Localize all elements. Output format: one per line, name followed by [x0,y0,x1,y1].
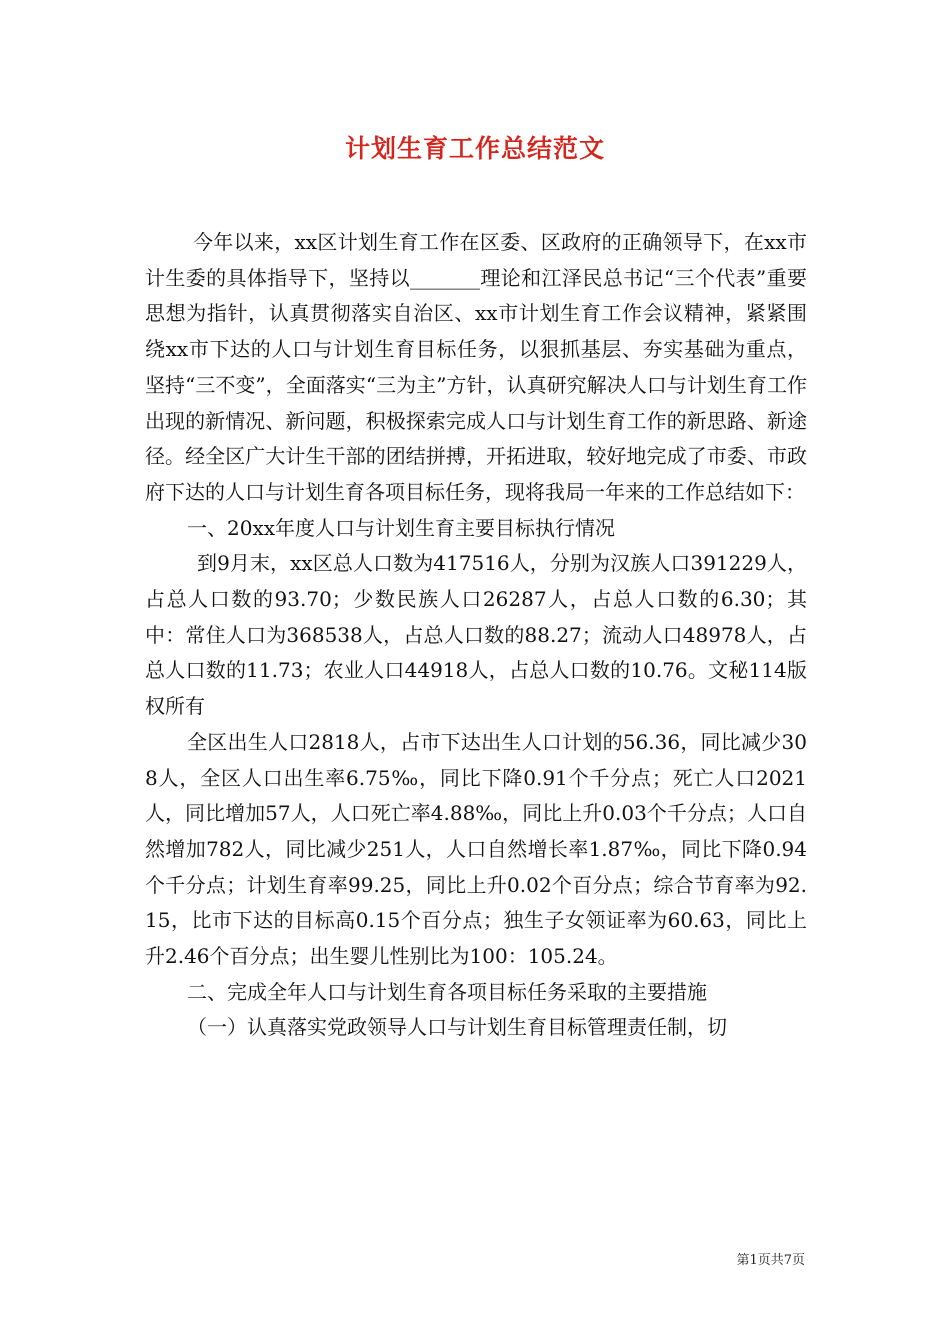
page-indicator: 第1页共7页 [736,1253,805,1268]
document-title: 计划生育工作总结范文 [344,134,605,163]
section-heading-1: 一、20xx年度人口与计划生育主要目标执行情况 [187,515,616,540]
paragraph-birth-stats: 全区出生人口2818人，占市下达出生人口计划的56.36，同比减少308人，全区人口出生率6.75‰，同比下降0.91个千分点；死亡人口2021人，同比增加57人，人口死亡率4.88‰，同比上升0.03个千分点；人口自然增加782人，同比减少251人，人口自然增长率1.87‰，同比下降0.94个千分点；计划生育率99.25，同比上升0.02个百分点；综合节育率为92.15，比市下达的目标高0.15个百分点；独生子女领证率为60.63，同比上升2.46个百分点；出生婴儿性别比为100：105.24。 [145,729,807,969]
paragraph-population: 到9月末，xx区总人口数为417516人，分别为汉族人口391229人，占总人口数的93.70；少数民族人口26287人，占总人口数的6.30；其中：常住人口为368538人，占总人口数的88.27；流动人口48978人，占总人口数的11.73；农业人口44918人，占总人口数的10.76。文秘114版权所有 [145,551,807,719]
paragraph-intro: 今年以来，xx区计划生育工作在区委、区政府的正确领导下，在xx市计生委的具体指导下，坚持以_______理论和江泽民总书记“三个代表”重要思想为指针，认真贯彻落实自治区、xx市计划生育工作会议精神，紧紧围绕xx市下达的人口与计划生育目标任务，以狠抓基层、夯实基础为重点，坚持“三不变”，全面落实“三为主”方针，认真研究解决人口与计划生育工作出现的新情况、新问题，积极探索完成人口与计划生育工作的新思路、新途径。经全区广大计生干部的团结拼搏，开拓进取，较好地完成了市委、市政府下达的人口与计划生育各项目标任务，现将我局一年来的工作总结如下： [145,230,807,504]
section-heading-2: 二、完成全年人口与计划生育各项目标任务采取的主要措施 [187,979,707,1004]
subsection-heading-1: （一）认真落实党政领导人口与计划生育目标管理责任制，切 [187,1015,727,1040]
document-body [145,225,807,1046]
